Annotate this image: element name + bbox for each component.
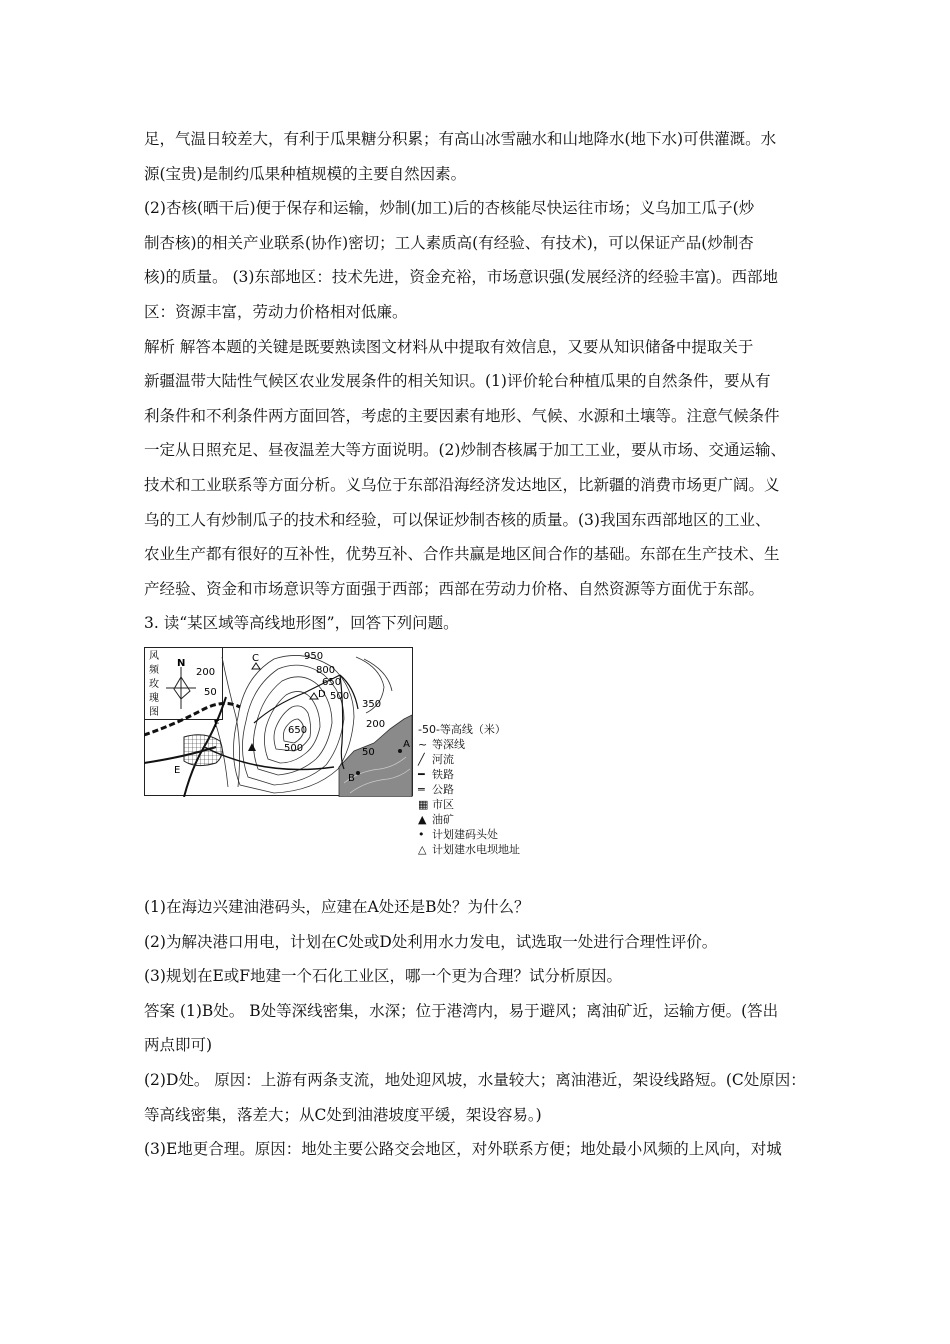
legend-item: -50-等高线（米） [418,723,506,736]
legend-item: ═ 公路 [418,783,454,796]
contour-map-figure [144,647,414,797]
paragraph-block-top [144,122,812,641]
question-line: (3)规划在E或F地建一个石化工业区，哪一个更为合理？试分析原因。 [144,967,623,986]
contour-label: 500 [284,742,304,754]
point-label-e: E [174,764,181,776]
point-label-f: F [214,718,220,730]
text-line: 利条件和不利条件两方面回答，考虑的主要因素有地形、气候、水源和土壤等。注意气候条件 [144,406,780,425]
text-line: (2)杏核(晒干后)便于保存和运输，炒制(加工)后的杏核能尽快运往市场；义乌加工瓜子(炒 [144,199,755,218]
north-label: N [177,657,186,669]
text-line: 制杏核)的相关产业联系(协作)密切；工人素质高(有经验、有技术)，可以保证产品(炒制杏 [144,233,754,252]
contour-label: 200 [366,718,386,730]
text-line: 一定从日照充足、昼夜温差大等方面说明。(2)炒制杏核属于加工工业，要从市场、交通运输、 [144,441,786,460]
point-label-d: D [318,688,326,700]
question-title: 3. 读“某区域等高线地形图”，回答下列问题。 [144,614,459,633]
question-line: (1)在海边兴建油港码头，应建在A处还是B处？为什么？ [144,898,530,916]
contour-label: 50 [204,686,217,698]
contour-label: 650 [288,724,308,736]
pier-site-marker [356,771,360,775]
paragraph-block-bottom [144,890,812,1167]
urban-area [184,735,222,766]
legend-item: ━ 铁路 [418,768,454,781]
legend-item: ▲ 油矿 [418,813,454,826]
answer-line: 答案 (1)B处。 B处等深线密集，水深；位于港湾内，易于避风；离油矿近，运输方便。(答出 [144,1001,779,1020]
inset-label-char: 瑰 [149,692,159,704]
inset-label-char: 玫 [149,678,159,690]
legend-item: ~ 等深线 [418,738,465,751]
legend-item: ▦ 市区 [418,798,454,811]
answer-line: 等高线密集，落差大；从C处到油港坡度平缓，架设容易。) [144,1105,542,1124]
contour-label: 650 [322,676,342,688]
contour-map-svg [144,647,414,797]
contour-label: 50 [362,746,375,758]
contour-label: 950 [304,650,324,662]
contour-label: 500 [330,690,350,702]
point-label-c: C [252,652,259,664]
pier-site-marker [398,749,402,753]
contour-label: 800 [316,664,336,676]
legend-item: △ 计划建水电坝地址 [418,843,520,856]
legend-item: • 计划建码头处 [418,828,498,841]
inset-label-char: 风 [149,650,159,662]
inset-label-char: 图 [149,706,159,718]
text-line: 核)的质量。 (3)东部地区：技术先进，资金充裕，市场意识强(发展经济的经验丰富)。西部地 [144,268,779,287]
contour-label: 200 [196,666,216,678]
point-label-a: A [403,738,410,750]
answer-line: (3)E地更合理。原因：地处主要公路交会地区，对外联系方便；地处最小风频的上风向，对城 [144,1140,782,1159]
text-line: 乌的工人有炒制瓜子的技术和经验，可以保证炒制杏核的质量。(3)我国东西部地区的工业、 [144,510,771,529]
document-page [144,122,812,807]
text-line: 解析 解答本题的关键是既要熟读图文材料从中提取有效信息，又要从知识储备中提取关于 [144,337,754,356]
map-legend [418,722,598,857]
text-line: 区：资源丰富，劳动力价格相对低廉。 [144,302,408,321]
text-line: 足，气温日较差大，有利于瓜果糖分积累；有高山冰雪融水和山地降水(地下水)可供灌溉。水 [144,130,777,148]
contour-label: 350 [362,698,382,710]
question-line: (2)为解决港口用电，计划在C处或D处利用水力发电，试选取一处进行合理性评价。 [144,932,718,951]
answer-line: 两点即可) [144,1036,213,1055]
answer-line: (2)D处。 原因：上游有两条支流，地处迎风坡，水量较大；离油港近，架设线路短。(C处原因： [144,1070,806,1089]
text-line: 农业生产都有很好的互补性，优势互补、合作共赢是地区间合作的基础。东部在生产技术、生 [144,545,780,564]
text-line: 产经验、资金和市场意识等方面强于西部；西部在劳动力价格、自然资源等方面优于东部。 [144,579,765,598]
text-line: 技术和工业联系等方面分析。义乌位于东部沿海经济发达地区，比新疆的消费市场更广阔。义 [144,475,780,494]
point-label-b: B [348,772,355,784]
text-line: 源(宝贵)是制约瓜果种植规模的主要自然因素。 [144,164,467,183]
inset-label-char: 频 [149,664,159,676]
legend-item: ╱ 河流 [418,753,454,766]
text-line: 新疆温带大陆性气候区农业发展条件的相关知识。(1)评价轮台种植瓜果的自然条件，要从有 [144,372,771,391]
